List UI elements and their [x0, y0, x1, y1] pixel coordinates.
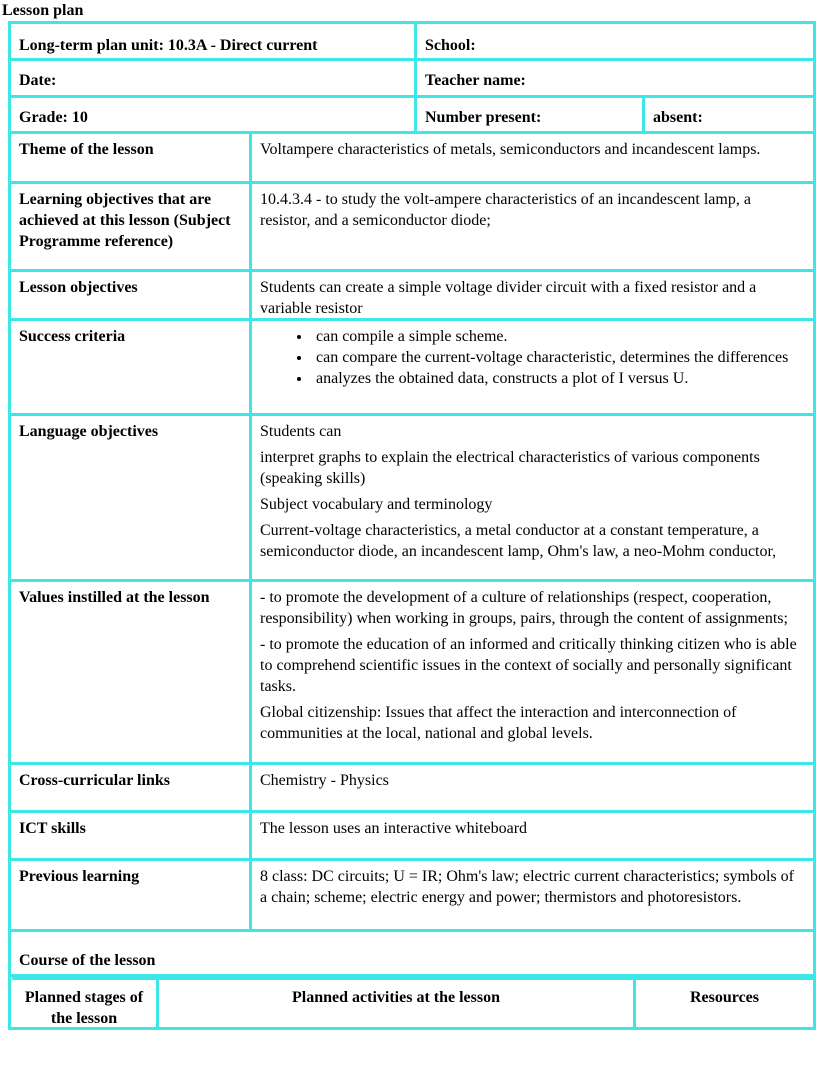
row-theme — [8, 134, 816, 184]
values-paragraph: - to promote the development of a culture of relationships (respect, cooperation, responsibility) when working in groups, pairs, through the content of assignments; — [260, 589, 788, 627]
cross-curricular-text: Chemistry - Physics — [252, 765, 816, 813]
row-ict-skills — [8, 813, 816, 861]
learning-objectives-label: Learning objectives that are achieved at this lesson (Subject Programme reference) — [8, 184, 252, 272]
row-previous-learning — [8, 861, 816, 932]
header-row-unit — [8, 21, 816, 61]
school-cell: School: — [417, 21, 816, 61]
row-cross-curricular — [8, 765, 816, 813]
success-criteria-list — [260, 326, 805, 389]
values-cell — [252, 582, 816, 765]
row-lesson-objectives — [8, 272, 816, 321]
lesson-objectives-text: Students can create a simple voltage divider circuit with a fixed resistor and a variable resistor — [252, 272, 816, 321]
success-criteria-label: Success criteria — [8, 321, 252, 416]
header-row-grade — [8, 98, 816, 134]
lesson-objectives-label: Lesson objectives — [8, 272, 252, 321]
cross-curricular-label: Cross-curricular links — [8, 765, 252, 813]
values-paragraph: - to promote the education of an informed and critically thinking citizen who is able to comprehend scientific issues in the context of socially and personally significant tasks. — [260, 636, 797, 695]
list-item: • analyzes the obtained data, constructs a plot of I versus U. — [312, 368, 805, 389]
row-language-objectives — [8, 416, 816, 582]
date-cell: Date: — [8, 61, 417, 98]
header-row-date — [8, 61, 816, 98]
values-paragraph: Global citizenship: Issues that affect the interaction and interconnection of communities at the local, national and global levels. — [260, 704, 737, 742]
language-paragraph: Students can — [260, 423, 342, 440]
language-paragraph: Current-voltage characteristics, a metal conductor at a constant temperature, a semiconductor diode, an incandescent lamp, Ohm's law, a neo-Mohm conductor, — [260, 522, 777, 560]
lesson-plan-table — [8, 21, 816, 1030]
list-item: • can compare the current-voltage characteristic, determines the differences — [312, 347, 805, 368]
theme-text: Voltampere characteristics of metals, semiconductors and incandescent lamps. — [252, 134, 816, 184]
row-values — [8, 582, 816, 765]
column-header-activities: Planned activities at the lesson — [159, 977, 636, 1030]
column-header-resources: Resources — [636, 977, 816, 1030]
row-learning-objectives — [8, 184, 816, 272]
row-course-columns — [8, 977, 816, 1030]
previous-learning-text: 8 class: DC circuits; U = IR; Ohm's law; electric current characteristics; symbols of a chain; scheme; electric energy and power; thermistors and photoresistors. — [252, 861, 816, 932]
course-heading: Course of the lesson — [8, 932, 816, 977]
language-paragraph: interpret graphs to explain the electrical characteristics of various components (speaking skills) — [260, 449, 760, 487]
success-criteria-cell — [252, 321, 816, 416]
ict-skills-label: ICT skills — [8, 813, 252, 861]
unit-cell: Long-term plan unit: 10.3A - Direct current — [8, 21, 417, 61]
page-title: Lesson plan — [2, 2, 84, 19]
grade-cell: Grade: 10 — [8, 98, 417, 134]
learning-objectives-text: 10.4.3.4 - to study the volt-ampere characteristics of an incandescent lamp, a resistor, and a semiconductor diode; — [252, 184, 816, 272]
language-paragraph: Subject vocabulary and terminology — [260, 496, 493, 513]
row-course-heading — [8, 932, 816, 977]
language-objectives-label: Language objectives — [8, 416, 252, 582]
list-item: • can compile a simple scheme. — [312, 326, 805, 347]
absent-cell: absent: — [645, 98, 816, 134]
previous-learning-label: Previous learning — [8, 861, 252, 932]
language-objectives-cell — [252, 416, 816, 582]
column-header-stages: Planned stages of the lesson — [12, 977, 159, 1030]
number-present-cell: Number present: — [417, 98, 645, 134]
row-success-criteria — [8, 321, 816, 416]
teacher-name-cell: Teacher name: — [417, 61, 816, 98]
theme-label: Theme of the lesson — [8, 134, 252, 184]
ict-skills-text: The lesson uses an interactive whiteboard — [252, 813, 816, 861]
values-label: Values instilled at the lesson — [8, 582, 252, 765]
